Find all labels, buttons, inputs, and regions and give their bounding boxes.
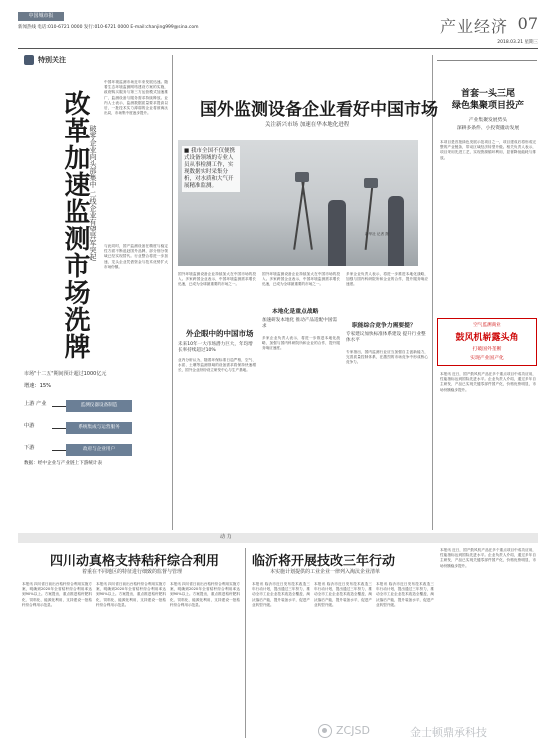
highlight-box <box>437 318 537 366</box>
watermark-text: 金士顿鼎承科技 <box>410 726 487 739</box>
left-subheadline: 破零企业向头部集中 二线企业有望异军突起 <box>89 125 97 261</box>
diagram-caption: 市场"十二五"期间预计超过1000亿元 <box>24 371 107 377</box>
diagram-box: 政府与企业用户 <box>66 444 132 456</box>
right-subheadline: 产业集聚发展势头 深耕多条件、小投资撬动发展 <box>456 118 520 131</box>
diagram-row-label: 下游 <box>24 445 35 451</box>
diagram-box: 系统集成与运营服务 <box>66 422 132 434</box>
center-subkicker: 加速研发本地化 推动产品适配中国需求 <box>262 318 337 329</box>
page-number: 07 <box>517 14 538 33</box>
diagram-arrow <box>52 428 66 429</box>
photo-caption: ■ 我市全国不仅便携式设备领域的专业人员从事检测工作，实现数据实时采集分析，对水质和大气开展精准监测。 <box>182 146 240 192</box>
center-headline: 国外监测设备企业看好中国市场 <box>200 100 438 120</box>
diagram-source: 数据：经中企业与产业链上下游统计表 <box>24 461 103 466</box>
special-focus-tag <box>24 55 66 65</box>
center-subkicker: 未来10年一大市场潜力巨大，年均增长率持续超过10% <box>178 342 253 353</box>
column-divider <box>432 55 433 530</box>
bottom-body-text: 本报讯 四川省日前出台秸秆综合利用实施方案，明确到2020年全省秸秆综合利用率达到90%以上。方案提出，重点推进秸秆肥料化、饲料化、能源化利用，支持建设一批秸秆综合利用示范县。 <box>170 582 240 607</box>
issue-date: 2018.03.21 星期三 <box>497 40 538 45</box>
highlight-kicker: 空气监测商业 <box>473 323 501 328</box>
center-body-text: 业内分析认为，随着环保标准日趋严格，空气、水质、土壤等监测领域的设备需求将保持快速增长，国外企业纷纷设立研发中心与生产基地。 <box>178 358 256 373</box>
masthead-contact: 新闻热线 电话:010-6721 0000 发行:010-6721 0000 E-mail:chanjing999@sina.com <box>18 25 199 30</box>
diagram-arrow <box>52 406 66 407</box>
center-subkicker: 专家建议加快标准体系建设 提升行业整体水平 <box>346 332 426 343</box>
watermark-text: ZCJSD <box>336 724 370 737</box>
bottom-section-bar <box>18 533 538 543</box>
bottom-body-text: 本报讯 近日，国产鼓风机产品在多个重点项目中成功应用，性能指标达到国际先进水平。企业负责人介绍，通过多年自主研发，产品已实现关键零部件国产化，价格优势明显，市场份额稳步提升。 <box>440 548 536 568</box>
diagram-growth: 增速：15% <box>24 383 52 389</box>
center-subheading: 职能综合竞争力需要提？ <box>352 323 416 329</box>
right-body-text: 本项目是首批绿色发展示范项目之一，项目建成后将形成完整的产业链条，带动区域经济转型升级。相关负责人表示，项目采用先进工艺，实现资源循环利用，显著降低能耗与排放。 <box>440 140 536 160</box>
photo-credit: 新华社 记者 摄 <box>365 232 389 236</box>
bottom-body-text: 本报讯 临沂市近日发布技术改造三年行动计划，提出通过三年努力，推动全市工业企业技术改造全覆盖，淘汰落后产能，提升装备水平，促进产业转型升级。 <box>252 582 310 607</box>
market-diagram <box>22 370 162 470</box>
center-subheading: 外企眼中的中国市场 <box>186 329 254 338</box>
left-headline: 改革加速监测市场洗牌 <box>60 90 90 360</box>
right-headline: 首套一头三尾 绿色集聚项目投产 <box>451 89 524 111</box>
photo-device <box>295 172 309 182</box>
wechat-icon <box>318 724 332 738</box>
tag-label: 特别关注 <box>38 56 66 64</box>
right-divider <box>437 60 537 61</box>
bottom-right-kicker: 本实施计划提供的工业企业一律列入淘汰企业清单 <box>270 569 381 575</box>
photo-tripod-leg <box>301 180 313 250</box>
highlight-line: 实现产业国产化 <box>470 356 504 361</box>
photo-person <box>328 200 346 266</box>
tag-icon <box>24 55 34 65</box>
diagram-row-label: 中游 <box>24 423 35 429</box>
center-body-text: 国外环境监测设备企业持续加大在中国市场的投入。多家跨国企业表示，中国环境监测需求增长迅速，已成为全球最重要的市场之一。 <box>178 272 256 287</box>
masthead-rule <box>18 48 538 49</box>
center-body-text: 多家企业负责人表示，将进一步推进本地化战略，加强与国内科研院所和企业的合作，提升服务响应速度。 <box>262 336 340 351</box>
highlight-title: 鼓风机崭露头角 <box>455 333 519 343</box>
photo-person <box>388 196 404 266</box>
center-body-text: 多家企业负责人表示，将进一步推进本地化战略，加强与国内科研院所和企业的合作，提升服务响应速度。 <box>346 272 428 287</box>
left-body-text: 中国环境监测市场近年来发展迅速。随着生态环境监测网络建设方案的实施，政府购买服务与第三方运营模式加速推广，监测设备与服务需求持续释放。业内人士表示，监测数据质量要求提高以后，一批技术实力薄弱的企业将被淘汰出局，市场集中度逐步提升。 <box>104 80 168 116</box>
center-body-text: 专家指出，国内监测行业应当加强自主创新能力，完善质量控制体系，在激烈的市场竞争中形成核心竞争力。 <box>346 350 428 365</box>
watermark <box>318 722 542 740</box>
column-divider <box>172 55 173 530</box>
bottom-section-tag: 动 力 <box>220 534 232 540</box>
bottom-body-text: 本报讯 四川省日前出台秸秆综合利用实施方案，明确到2020年全省秸秆综合利用率达到90%以上。方案提出，重点推进秸秆肥料化、饲料化、能源化利用，支持建设一批秸秆综合利用示范县。 <box>22 582 92 607</box>
column-divider <box>245 548 246 738</box>
center-body-text: 国外环境监测设备企业持续加大在中国市场的投入。多家跨国企业表示，中国环境监测需求增长迅速，已成为全球最重要的市场之一。 <box>262 272 340 287</box>
diagram-box: 监测仪器设备制造 <box>66 400 132 412</box>
bottom-left-kicker: 着重在不同地区的特征进行细致的监督与管理 <box>82 569 183 575</box>
center-subheading: 本地化是重点战略 <box>272 309 319 315</box>
diagram-arrow <box>52 450 66 451</box>
bottom-body-text: 本报讯 临沂市近日发布技术改造三年行动计划，提出通过三年努力，推动全市工业企业技术改造全覆盖，淘汰落后产能，提升装备水平，促进产业转型升级。 <box>376 582 434 607</box>
masthead <box>18 10 538 50</box>
section-title: 产业经济 <box>439 17 508 36</box>
left-body-text: 与此同时，国产监测设备在精度与稳定性方面不断追赶国外品牌，部分细分领域已经实现替代。行业整合将进一步加速，龙头企业凭借资金与技术优势扩大市场份额。 <box>104 244 168 269</box>
photo-device <box>364 178 378 188</box>
right-body-text: 本报讯 近日，国产鼓风机产品在多个重点项目中成功应用，性能指标达到国际先进水平。企业负责人介绍，通过多年自主研发，产品已实现关键零部件国产化，价格优势明显，市场份额稳步提升。 <box>440 372 536 392</box>
bottom-right-headline: 临沂将开展技改三年行动 <box>252 554 396 569</box>
bottom-body-text: 本报讯 临沂市近日发布技术改造三年行动计划，提出通过三年努力，推动全市工业企业技术改造全覆盖，淘汰落后产能，提升装备水平，促进产业转型升级。 <box>314 582 372 607</box>
diagram-row-label: 上游 产业 <box>24 401 47 407</box>
photo-tripod-leg <box>365 185 374 250</box>
newspaper-logo: 中国城市报 <box>18 12 64 21</box>
bottom-left-headline: 四川动真格支持秸秆综合利用 <box>50 554 220 569</box>
center-kicker: 关注新兴市场 加速在华本地化进程 <box>265 122 350 128</box>
highlight-line: 打破国外垄断 <box>472 347 502 352</box>
bottom-body-text: 本报讯 四川省日前出台秸秆综合利用实施方案，明确到2020年全省秸秆综合利用率达到90%以上。方案提出，重点推进秸秆肥料化、饲料化、能源化利用，支持建设一批秸秆综合利用示范县。 <box>96 582 166 607</box>
